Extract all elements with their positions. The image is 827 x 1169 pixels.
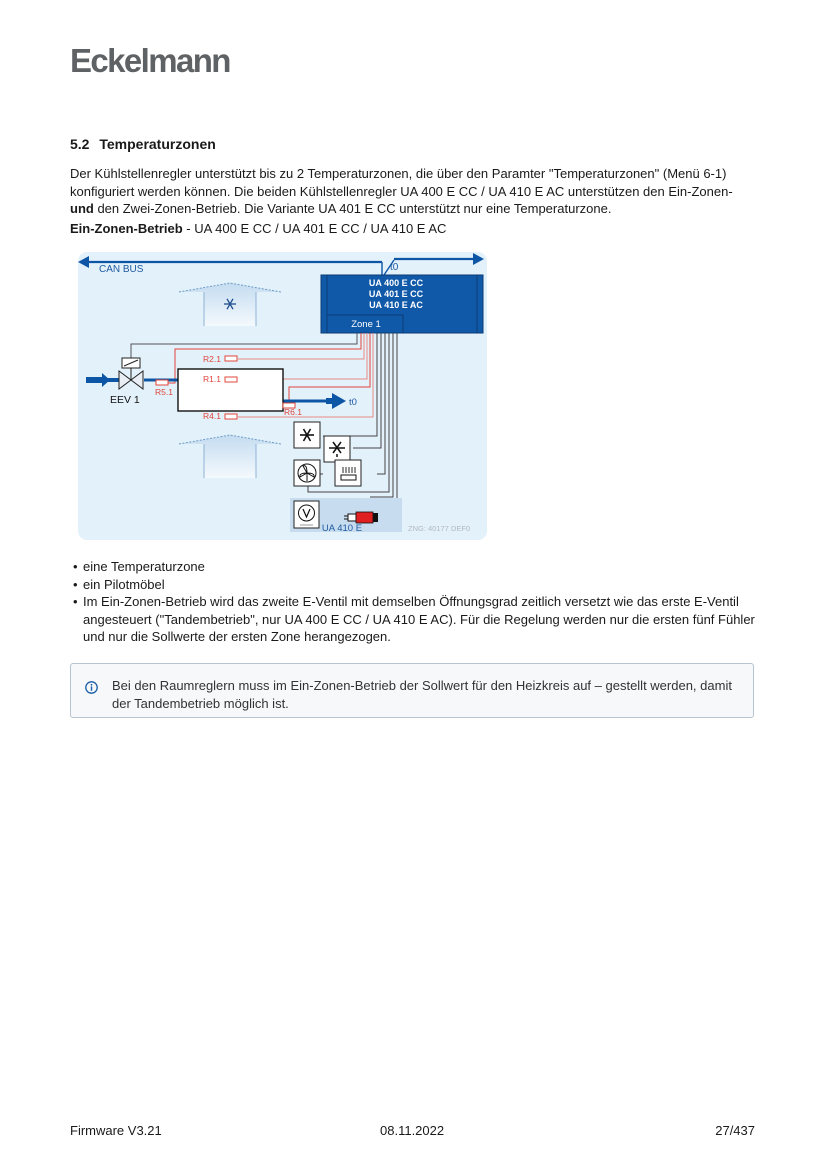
t0-outlet-label: t0 — [349, 397, 357, 408]
zone-1-label: Zone 1 — [351, 319, 381, 330]
paragraph-text: Der Kühlstellenregler unterstützt bis zu 2 Temperaturzonen, die über den Paramter "Temperaturzonen" (Menü 6-1) konfiguriert werden können. Die beiden Kühlstellenregler UA 400 E CC / UA 410 E AC unterstützen den Ein-Zonen- — [70, 166, 733, 199]
info-icon — [85, 681, 98, 694]
connector-icon — [344, 512, 378, 523]
one-zone-diagram — [78, 252, 487, 540]
bullet-item: • eine Temperaturzone — [70, 558, 760, 576]
section-number: 5.2 — [70, 136, 90, 152]
sensor-r2-1: R2.1 — [203, 354, 221, 364]
section-title: Temperaturzonen — [99, 136, 216, 152]
info-note — [70, 663, 754, 718]
fan-icon — [294, 460, 320, 486]
can-bus-label: CAN BUS — [99, 264, 144, 275]
model-401: UA 401 E CC — [368, 289, 424, 299]
bullet-list — [70, 558, 760, 646]
sensor-r5-1: R5.1 — [155, 387, 173, 397]
paragraph-bold-text: und — [70, 201, 94, 216]
section-heading — [70, 136, 216, 152]
paragraph-text: den Zwei-Zonen-Betrieb. Die Variante UA 401 E CC unterstützt nur eine Temperaturzone. — [93, 201, 612, 216]
ua410e-label: UA 410 E — [321, 523, 363, 534]
subheading — [70, 221, 446, 236]
intro-paragraph — [70, 165, 760, 218]
footer-page-number: 27/437 — [715, 1123, 755, 1138]
bullet-item: • ein Pilotmöbel — [70, 576, 760, 594]
subheading-rest: - UA 400 E CC / UA 401 E CC / UA 410 E AC — [182, 221, 447, 236]
sensor-r1-1: R1.1 — [203, 374, 221, 384]
t0-top-label: t0 — [390, 262, 399, 273]
voltmeter-icon — [294, 501, 319, 528]
bullet-item: • Im Ein-Zonen-Betrieb wird das zweite E-Ventil mit demselben Öffnungsgrad zeitlich versetzt wie das erste E-Ventil angesteuert ("Tandembetrieb", nur UA 400 E CC / UA 410 E AC). Für die Regelung werden nur die ersten fünf Fühler und nur die Sollwerte der ersten Zone herangezogen. — [70, 593, 760, 646]
footer-firmware: Firmware V3.21 — [70, 1123, 162, 1138]
eckelmann-logo: Eckelmann — [70, 42, 230, 79]
note-text: Bei den Raumreglern muss im Ein-Zonen-Betrieb der Sollwert für den Heizkreis auf – gestellt werden, damit der Tandembetrieb möglich ist. — [112, 678, 732, 711]
model-410: UA 410 E AC — [369, 300, 423, 310]
sensor-r6-1: R6.1 — [284, 407, 302, 417]
footer-date: 08.11.2022 — [380, 1123, 445, 1138]
evaporator — [178, 369, 283, 411]
cooling-icon — [294, 422, 320, 448]
defrost-icon — [324, 436, 350, 462]
sensor-r4-1: R4.1 — [203, 411, 221, 421]
eev-1-label: EEV 1 — [110, 394, 140, 406]
drawing-number: ZNG: 40177 DEF0 — [408, 524, 471, 533]
model-400: UA 400 E CC — [368, 278, 424, 288]
heater-icon — [335, 460, 361, 486]
subheading-bold: Ein-Zonen-Betrieb — [70, 221, 183, 236]
